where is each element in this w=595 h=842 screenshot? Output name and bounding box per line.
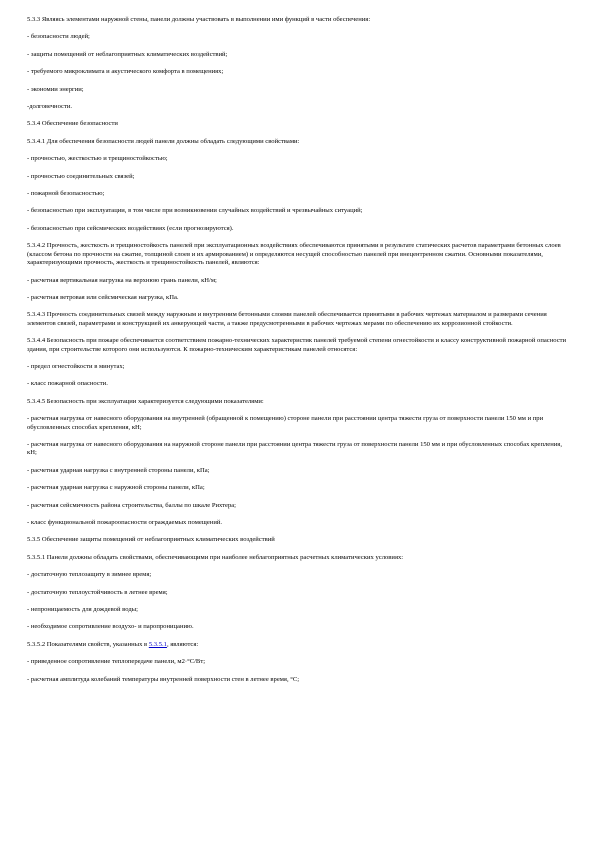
paragraph-text: -долговечности.	[27, 103, 73, 111]
paragraph	[27, 120, 568, 128]
paragraph-text: - прочностью, жесткостью и трещиностойкостью;	[27, 155, 168, 163]
paragraph	[27, 363, 568, 371]
paragraph	[27, 277, 568, 285]
paragraph-text: - необходимое сопротивление воздухо- и паропроницанию.	[27, 623, 194, 631]
paragraph	[27, 502, 568, 510]
paragraph-text: - приведенное сопротивление теплопередаче панели, м2·°С/Вт;	[27, 658, 206, 666]
paragraph	[27, 658, 568, 666]
paragraph	[27, 467, 568, 475]
paragraph-text: - расчетная нагрузка от навесного оборудования на наружной стороне панели при расстоянии центра тяжести груза от поверхности панели 150 мм и при обусловленных способах крепления, кН;	[27, 440, 562, 457]
paragraph-text: - расчетная ударная нагрузка с внутренней стороны панели, кПа;	[27, 466, 210, 474]
paragraph-text: - расчетная ударная нагрузка с наружной стороны панели, кПа;	[27, 484, 205, 492]
paragraph-text: 5.3.5.1 Панели должны обладать свойствами, обеспечивающими при наиболее неблагоприятных расчетных климатических условиях:	[27, 553, 404, 561]
paragraph-text: 5.3.5.2 Показателями свойств, указанных в	[27, 640, 149, 648]
paragraph-text: - достаточную теплозащиту в зимнее время;	[27, 571, 152, 579]
paragraph	[27, 242, 568, 267]
paragraph-text: - предел огнестойкости в минутах;	[27, 362, 125, 370]
paragraph-text: - пожарной безопасностью;	[27, 190, 105, 198]
paragraph	[27, 86, 568, 94]
paragraph	[27, 676, 568, 684]
paragraph	[27, 225, 568, 233]
paragraph	[27, 103, 568, 111]
paragraph-text: - класс пожарной опасности.	[27, 380, 108, 388]
paragraph-text: 5.3.4.1 Для обеспечения безопасности людей панели должны обладать следующими свойствами:	[27, 137, 300, 145]
paragraph	[27, 415, 568, 432]
paragraph-text: 5.3.5 Обеспечение защиты помещений от неблагоприятных климатических воздействий	[27, 536, 275, 544]
paragraph	[27, 33, 568, 41]
paragraph-text: - прочностью соединительных связей;	[27, 172, 135, 180]
paragraph-text: - безопасностью при эксплуатации, в том числе при возникновении случайных воздействий и чрезвычайных ситуаций;	[27, 207, 363, 215]
paragraph	[27, 294, 568, 302]
paragraph-text: - экономии энергии;	[27, 85, 84, 93]
paragraph	[27, 441, 568, 458]
paragraph	[27, 311, 568, 328]
paragraph	[27, 484, 568, 492]
paragraph	[27, 536, 568, 544]
paragraph	[27, 589, 568, 597]
paragraph	[27, 519, 568, 527]
paragraph	[27, 68, 568, 76]
paragraph-text: - защиты помещений от неблагоприятных климатических воздействий;	[27, 50, 228, 58]
paragraph	[27, 155, 568, 163]
paragraph-text-after-link: , являются:	[166, 640, 199, 648]
paragraph-text: 5.3.4.3 Прочность соединительных связей между наружным и внутренним бетонными слоями панелей обеспечивается принятыми в рабочих чертежах материалом и размерами сечения элементов связей, параметрами и конструкцией их анкерующей части, а также предусмотренными в рабочих чертежах мерами по обеспечению их коррозионной стойкости.	[27, 311, 547, 327]
paragraph-text: - расчетная нагрузка от навесного оборудования на внутренней (обращенной к помещению) стороне панели при расстоянии центра тяжести груза от поверхности панели 150 мм и при обусловленных способах крепления, кН;	[27, 415, 544, 431]
paragraph	[27, 380, 568, 388]
paragraph	[27, 398, 568, 406]
paragraph	[27, 641, 568, 649]
paragraph-text: - расчетная вертикальная нагрузка на верхнюю грань панели, кН/м;	[27, 276, 217, 284]
paragraph-text: - расчетная амплитуда колебаний температуры внутренней поверхности стен в летнее время, °С;	[27, 675, 300, 683]
paragraph-text: 5.3.4.5 Безопасность при эксплуатации характеризуется следующими показателями:	[27, 397, 264, 405]
paragraph-text: - безопасностью при сейсмических воздействиях (если прогнозируются).	[27, 224, 234, 232]
paragraph	[27, 173, 568, 181]
paragraph-text: - непроницаемость для дождевой воды;	[27, 606, 138, 614]
paragraph	[27, 190, 568, 198]
paragraph-text: - достаточную теплоустойчивость в летнее время;	[27, 588, 168, 596]
paragraph-text: 5.3.4.4 Безопасность при пожаре обеспечивается соответствием пожарно-технических характеристик панелей требуемой степени огнестойкости и классу конструктивной пожарной опасности здания, при строительстве которого они используются. К пожарно-техническим характеристикам панелей относятся:	[27, 337, 567, 353]
paragraph-text: 5.3.4 Обеспечение безопасности	[27, 120, 118, 128]
section-link[interactable]: 5.3.5.1	[148, 640, 167, 648]
document-body	[27, 16, 568, 684]
paragraph	[27, 623, 568, 631]
paragraph-text: - расчетная сейсмичность района строительства, баллы по шкале Рихтера;	[27, 501, 237, 509]
paragraph	[27, 16, 568, 24]
paragraph-text: 5.3.4.2 Прочность, жесткость и трещиностойкость панелей при эксплуатационных воздействиях обеспечиваются принятыми в результате статических расчетов параметрами бетонных слоев (классом бетона по прочности на сжатие, толщиной слоев и их армированием) и определяются несущей способностью панелей при внецентренном сжатии. Основными показателями, характеризующими прочность, жесткость и трещиностойкость панелей, являются:	[27, 242, 561, 267]
paragraph	[27, 571, 568, 579]
paragraph	[27, 554, 568, 562]
paragraph	[27, 606, 568, 614]
paragraph	[27, 51, 568, 59]
paragraph	[27, 207, 568, 215]
paragraph	[27, 138, 568, 146]
paragraph-text: 5.3.3 Являясь элементами наружной стены, панели должны участвовать в выполнении ими функций в части обеспечения:	[27, 16, 371, 23]
paragraph-text: - требуемого микроклимата и акустического комфорта в помещениях;	[27, 68, 224, 76]
paragraph	[27, 337, 568, 354]
paragraph-text: - расчетная ветровая или сейсмическая нагрузка, кПа.	[27, 293, 179, 301]
paragraph-text: - безопасности людей;	[27, 33, 90, 41]
paragraph-text: - класс функциональной пожароопасности ограждаемых помещений.	[27, 519, 223, 526]
